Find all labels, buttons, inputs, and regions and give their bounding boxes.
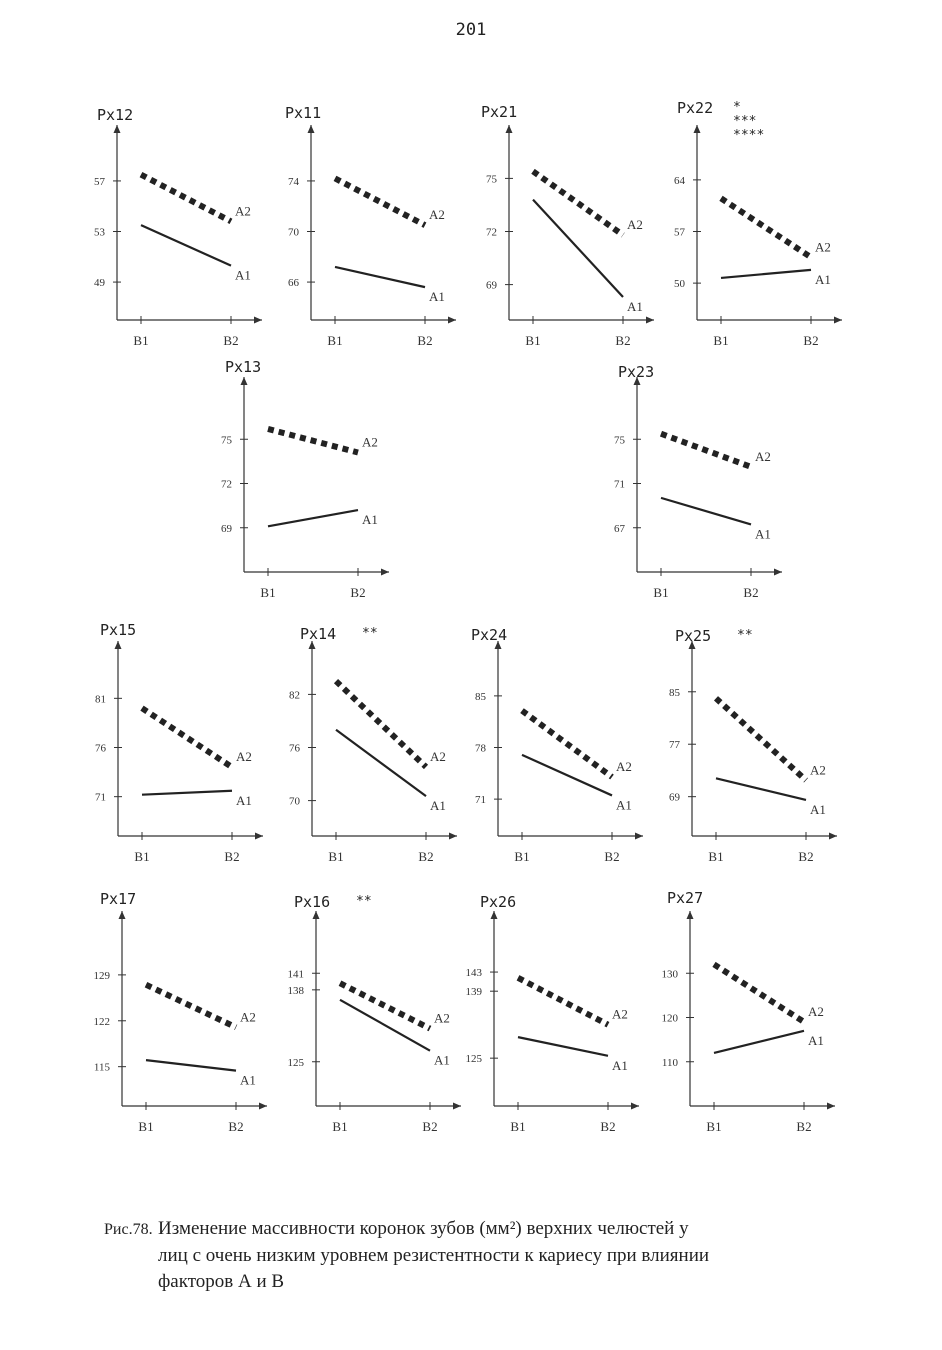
x-axis-arrow-icon (381, 569, 389, 576)
y-tick-label: 110 (661, 1056, 678, 1069)
y-tick-label: 64 (674, 174, 685, 187)
series-line-a1 (661, 498, 751, 525)
y-axis-arrow-icon (687, 911, 694, 919)
y-tick-label: 67 (614, 522, 625, 535)
y-axis-arrow-icon (119, 911, 126, 919)
chart-title: Px14 (300, 625, 337, 643)
series-line-a1 (335, 267, 425, 287)
series-label-a2: A2 (240, 1009, 256, 1025)
x-category-label: B1 (708, 849, 724, 864)
x-axis-arrow-icon (646, 317, 654, 324)
series-line-a2 (142, 708, 232, 767)
series-label-a2: A2 (235, 203, 251, 219)
x-category-label: B1 (134, 849, 150, 864)
x-category-label: B2 (604, 849, 620, 864)
x-category-label: B2 (223, 333, 239, 348)
x-axis-arrow-icon (255, 833, 263, 840)
series-line-a1 (533, 200, 623, 297)
y-axis-arrow-icon (114, 125, 121, 133)
chart-px12 (94, 106, 262, 348)
chart-px16 (288, 893, 462, 1134)
series-label-a2: A2 (755, 448, 771, 464)
series-label-a1: A1 (616, 797, 632, 813)
chart-px25 (669, 627, 837, 864)
series-label-a2: A2 (430, 748, 446, 764)
x-category-label: B1 (332, 1119, 348, 1134)
chart-title: Px17 (100, 890, 137, 908)
x-category-label: B2 (615, 333, 631, 348)
x-category-label: B2 (350, 585, 366, 600)
significance-stars: ** (356, 894, 372, 909)
y-axis-arrow-icon (308, 125, 315, 133)
caption-prefix: Рис.78. (104, 1221, 153, 1238)
chart-px13 (221, 358, 389, 600)
chart-px24 (471, 626, 643, 864)
significance-stars: *** (733, 114, 757, 129)
y-axis-arrow-icon (506, 125, 513, 133)
y-axis-arrow-icon (313, 911, 320, 919)
y-tick-label: 75 (486, 173, 497, 186)
y-tick-label: 129 (93, 969, 110, 982)
chart-px26 (466, 893, 640, 1134)
series-line-a2 (533, 171, 623, 235)
y-axis-arrow-icon (241, 377, 248, 385)
y-tick-label: 85 (669, 686, 680, 699)
series-label-a1: A1 (235, 267, 251, 283)
y-tick-label: 77 (669, 739, 680, 752)
x-axis-arrow-icon (635, 833, 643, 840)
chart-title: Px21 (481, 103, 518, 121)
series-label-a2: A2 (612, 1006, 628, 1022)
series-line-a2 (716, 698, 806, 780)
y-tick-label: 125 (287, 1056, 304, 1069)
caption-line-2: лиц с очень низким уровнем резистентности к кариесу при влиянии (158, 1245, 710, 1266)
y-tick-label: 74 (288, 175, 299, 188)
chart-px23 (614, 363, 782, 600)
series-label-a2: A2 (815, 239, 831, 255)
chart-px21 (481, 103, 654, 348)
x-category-label: B2 (224, 849, 240, 864)
series-line-a2 (340, 983, 430, 1028)
x-category-label: B2 (600, 1119, 616, 1134)
x-axis-arrow-icon (829, 833, 837, 840)
series-line-a2 (661, 434, 751, 467)
y-tick-label: 72 (221, 478, 232, 491)
series-label-a2: A2 (808, 1003, 824, 1019)
x-axis-arrow-icon (834, 317, 842, 324)
x-category-label: B2 (418, 849, 434, 864)
series-label-a2: A2 (362, 434, 378, 450)
chart-px22 (674, 99, 842, 348)
chart-px14 (289, 625, 457, 864)
series-label-a1: A1 (240, 1072, 256, 1088)
y-tick-label: 122 (93, 1015, 110, 1028)
chart-title: Px22 (677, 99, 714, 117)
series-line-a2 (268, 429, 358, 453)
chart-px15 (95, 621, 263, 864)
caption-line-3: факторов А и В (158, 1271, 285, 1292)
series-label-a1: A1 (755, 526, 771, 542)
x-axis-arrow-icon (827, 1103, 835, 1110)
chart-title: Px25 (675, 627, 712, 645)
series-line-a1 (142, 791, 232, 795)
y-tick-label: 125 (465, 1053, 482, 1066)
series-line-a1 (522, 755, 612, 796)
chart-title: Px24 (471, 626, 508, 644)
series-label-a1: A1 (362, 512, 378, 528)
significance-stars: ** (362, 626, 378, 641)
series-label-a2: A2 (810, 762, 826, 778)
y-tick-label: 50 (674, 278, 685, 291)
series-line-a2 (141, 175, 231, 222)
x-category-label: B1 (328, 849, 344, 864)
x-category-label: B1 (706, 1119, 722, 1134)
chart-title: Px23 (618, 363, 655, 381)
series-line-a2 (721, 198, 811, 257)
series-label-a1: A1 (808, 1032, 824, 1048)
x-category-label: B2 (798, 849, 814, 864)
y-tick-label: 82 (289, 689, 300, 702)
x-axis-arrow-icon (449, 833, 457, 840)
y-tick-label: 53 (94, 226, 105, 239)
x-category-label: B2 (743, 585, 759, 600)
series-label-a1: A1 (236, 792, 252, 808)
x-axis-arrow-icon (631, 1103, 639, 1110)
x-axis-arrow-icon (259, 1103, 267, 1110)
series-line-a2 (714, 964, 804, 1022)
y-tick-label: 71 (95, 791, 106, 804)
series-line-a1 (336, 730, 426, 796)
series-line-a1 (721, 270, 811, 278)
series-line-a2 (518, 978, 608, 1025)
y-axis-arrow-icon (694, 125, 701, 133)
y-tick-label: 69 (221, 522, 232, 535)
x-category-label: B1 (133, 333, 149, 348)
series-label-a1: A1 (429, 289, 445, 305)
chart-title: Px11 (285, 104, 322, 122)
x-category-label: B1 (138, 1119, 154, 1134)
y-tick-label: 71 (475, 794, 486, 807)
chart-title: Px13 (225, 358, 262, 376)
y-tick-label: 141 (287, 968, 304, 981)
y-tick-label: 66 (288, 277, 299, 290)
series-line-a1 (518, 1037, 608, 1056)
y-tick-label: 70 (289, 795, 300, 808)
series-label-a1: A1 (434, 1052, 450, 1068)
figure-caption (104, 1216, 904, 1295)
series-label-a2: A2 (627, 217, 643, 233)
x-category-label: B2 (417, 333, 433, 348)
y-tick-label: 70 (288, 226, 299, 239)
series-label-a2: A2 (616, 759, 632, 774)
series-line-a1 (141, 225, 231, 265)
caption-line-1: Изменение массивности коронок зубов (мм²) верхних челюстей у (158, 1218, 689, 1239)
x-category-label: B2 (803, 333, 819, 348)
series-label-a1: A1 (815, 271, 831, 287)
y-tick-label: 72 (486, 226, 497, 239)
chart-title: Px16 (294, 893, 331, 911)
y-tick-label: 143 (465, 967, 482, 980)
series-line-a2 (522, 711, 612, 777)
series-line-a1 (716, 778, 806, 800)
series-line-a2 (146, 985, 236, 1028)
x-category-label: B1 (510, 1119, 526, 1134)
y-tick-label: 75 (221, 434, 232, 447)
chart-px11 (285, 104, 456, 348)
series-label-a2: A2 (434, 1010, 450, 1026)
series-line-a1 (146, 1060, 236, 1070)
y-tick-label: 120 (661, 1012, 678, 1025)
series-label-a1: A1 (430, 798, 446, 814)
y-axis-arrow-icon (491, 911, 498, 919)
x-category-label: B1 (514, 849, 530, 864)
series-line-a1 (268, 510, 358, 526)
x-category-label: B2 (796, 1119, 812, 1134)
series-line-a1 (714, 1031, 804, 1053)
y-tick-label: 57 (674, 226, 685, 239)
x-category-label: B1 (653, 585, 669, 600)
x-category-label: B1 (713, 333, 729, 348)
chart-title: Px15 (100, 621, 137, 639)
y-tick-label: 78 (475, 742, 486, 755)
y-tick-label: 69 (486, 279, 497, 292)
series-line-a2 (335, 178, 425, 225)
chart-title: Px12 (97, 106, 134, 124)
y-tick-label: 71 (614, 478, 625, 491)
y-tick-label: 138 (287, 984, 304, 997)
x-category-label: B1 (260, 585, 276, 600)
series-label-a2: A2 (236, 749, 252, 765)
y-tick-label: 76 (289, 742, 300, 755)
x-axis-arrow-icon (774, 569, 782, 576)
x-axis-arrow-icon (448, 317, 456, 324)
x-axis-arrow-icon (453, 1103, 461, 1110)
x-category-label: B1 (525, 333, 541, 348)
x-axis-arrow-icon (254, 317, 262, 324)
chart-title: Px27 (667, 889, 704, 907)
series-line-a1 (340, 1000, 430, 1051)
chart-title: Px26 (480, 893, 517, 911)
y-tick-label: 76 (95, 742, 106, 755)
chart-px17 (94, 890, 268, 1134)
y-tick-label: 69 (669, 791, 680, 804)
y-tick-label: 57 (94, 175, 105, 188)
series-line-a2 (336, 681, 426, 767)
page-number: 201 (455, 20, 487, 40)
y-tick-label: 115 (93, 1061, 110, 1074)
series-label-a1: A1 (810, 801, 826, 817)
series-label-a2: A2 (429, 207, 445, 223)
x-category-label: B1 (327, 333, 343, 348)
y-axis-arrow-icon (115, 641, 122, 649)
y-tick-label: 49 (94, 277, 105, 290)
y-tick-label: 139 (465, 986, 482, 999)
x-category-label: B2 (422, 1119, 438, 1134)
y-tick-label: 85 (475, 690, 486, 703)
y-tick-label: 130 (661, 968, 678, 981)
chart-px27 (662, 889, 836, 1134)
y-tick-label: 75 (614, 434, 625, 447)
y-tick-label: 81 (95, 693, 106, 706)
significance-stars: * (733, 100, 741, 115)
x-category-label: B2 (228, 1119, 244, 1134)
significance-stars: **** (733, 128, 765, 143)
significance-stars: ** (737, 628, 753, 643)
series-label-a1: A1 (627, 298, 643, 314)
series-label-a1: A1 (612, 1057, 628, 1073)
